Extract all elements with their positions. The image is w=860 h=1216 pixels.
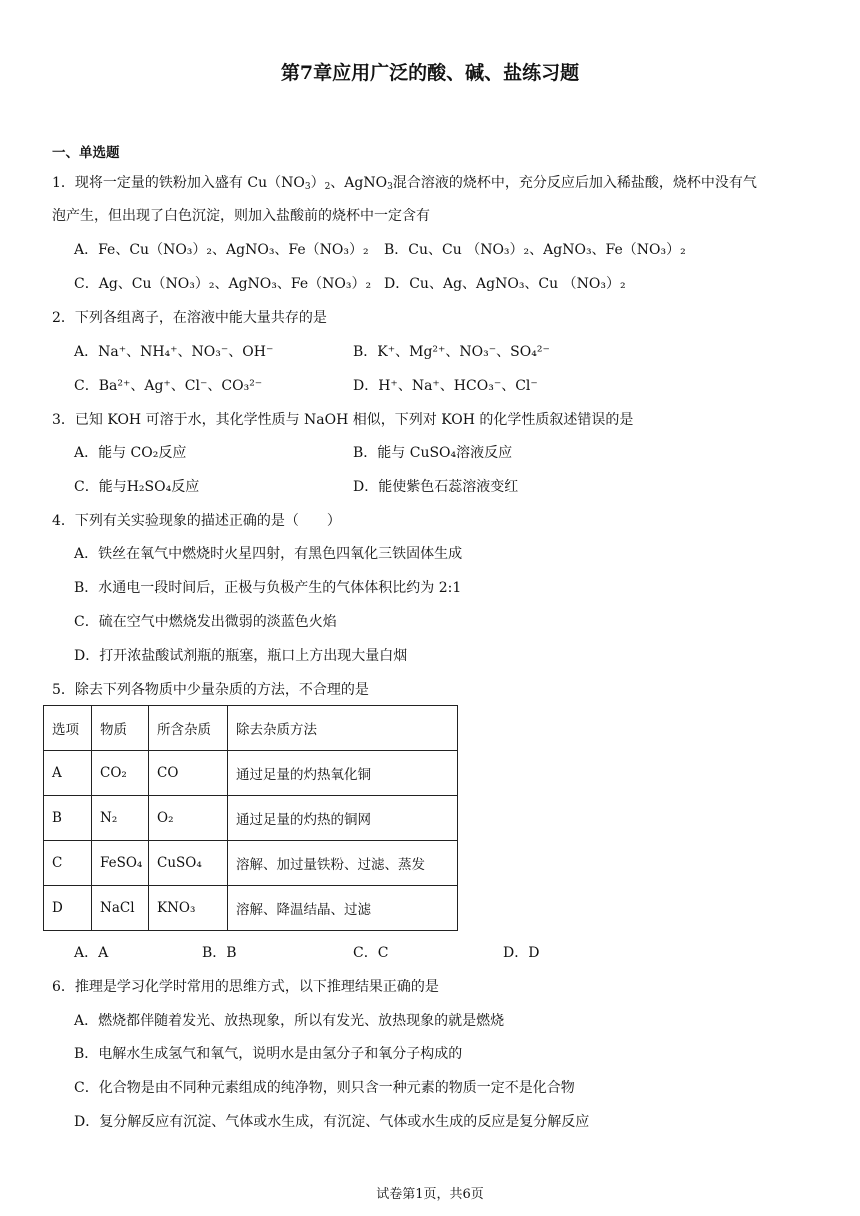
question-5-option-d[interactable]: D．D: [503, 945, 540, 961]
table-cell: 通过足量的灼热氧化铜: [228, 751, 458, 796]
question-1-stem-line1: 1．现将一定量的铁粉加入盛有 $Cu(NO_3)_2$、AgNO$_3$混合溶液的烧杯中，充分反应后加入稀盐酸，烧杯中没有气: [52, 175, 757, 192]
table-row: [44, 751, 458, 796]
question-2-option-a[interactable]: A．Na⁺、NH₄⁺、NO₃⁻、OH⁻: [74, 344, 274, 360]
table-cell: O₂: [149, 796, 228, 841]
table-cell: CO₂: [92, 751, 149, 796]
question-1-option-a[interactable]: A．Fe、Cu（NO₃）₂、AgNO₃、Fe（NO₃）₂: [74, 242, 369, 258]
question-1-option-c[interactable]: C．Ag、Cu（NO₃）₂、AgNO₃、Fe（NO₃）₂: [74, 276, 372, 292]
table-cell: A: [44, 751, 92, 796]
table-header-cell: 物质: [92, 706, 149, 751]
question-2-option-c[interactable]: C．Ba²⁺、Ag⁺、Cl⁻、CO₃²⁻: [74, 378, 263, 394]
question-4-option-d[interactable]: D．打开浓盐酸试剂瓶的瓶塞，瓶口上方出现大量白烟: [74, 648, 408, 664]
table-row: [44, 796, 458, 841]
table-header-row: [44, 706, 458, 751]
question-3-option-c[interactable]: C．能与H₂SO₄反应: [74, 479, 200, 495]
question-5-option-a[interactable]: A．A: [74, 945, 109, 961]
question-3-option-b[interactable]: B．能与 CuSO₄溶液反应: [353, 445, 513, 461]
question-1-stem-line2: 泡产生，但出现了白色沉淀，则加入盐酸前的烧杯中一定含有: [52, 208, 430, 224]
table-cell: B: [44, 796, 92, 841]
question-4-option-c[interactable]: C．硫在空气中燃烧发出微弱的淡蓝色火焰: [74, 614, 337, 630]
table-row: [44, 841, 458, 886]
question-2-stem: 2．下列各组离子，在溶液中能大量共存的是: [52, 310, 327, 326]
question-6-option-c[interactable]: C．化合物是由不同种元素组成的纯净物，则只含一种元素的物质一定不是化合物: [74, 1080, 575, 1096]
table-cell: N₂: [92, 796, 149, 841]
table-cell: CO: [149, 751, 228, 796]
section-heading: 一、单选题: [52, 145, 120, 161]
table-cell: 溶解、加过量铁粉、过滤、蒸发: [228, 841, 458, 886]
table-row: [44, 886, 458, 931]
question-5-option-b[interactable]: B．B: [202, 945, 237, 961]
question-2-option-d[interactable]: D．H⁺、Na⁺、HCO₃⁻、Cl⁻: [353, 378, 538, 394]
question-6-stem: 6．推理是学习化学时常用的思维方式，以下推理结果正确的是: [52, 979, 439, 995]
table-cell: 溶解、降温结晶、过滤: [228, 886, 458, 931]
table-cell: C: [44, 841, 92, 886]
page-title: 第7章应用广泛的酸、碱、盐练习题: [280, 62, 580, 84]
question-6-option-b[interactable]: B．电解水生成氢气和氧气，说明水是由氢分子和氧分子构成的: [74, 1046, 463, 1062]
question-2-option-b[interactable]: B．K⁺、Mg²⁺、NO₃⁻、SO₄²⁻: [353, 344, 550, 360]
question-3-option-a[interactable]: A．能与 CO₂反应: [74, 445, 187, 461]
question-6-option-a[interactable]: A．燃烧都伴随着发光、放热现象，所以有发光、放热现象的就是燃烧: [74, 1013, 505, 1029]
table-header-cell: 除去杂质方法: [228, 706, 458, 751]
question-4-option-a[interactable]: A．铁丝在氧气中燃烧时火星四射，有黑色四氧化三铁固体生成: [74, 546, 463, 562]
question-6-option-d[interactable]: D．复分解反应有沉淀、气体或水生成，有沉淀、气体或水生成的反应是复分解反应: [74, 1114, 590, 1130]
table-cell: D: [44, 886, 92, 931]
table-header-cell: 所含杂质: [149, 706, 228, 751]
table-header-cell: 选项: [44, 706, 92, 751]
page-footer: 试卷第1页，共6页: [376, 1187, 484, 1202]
question-3-option-d[interactable]: D．能使紫色石蕊溶液变红: [353, 479, 519, 495]
question-5-option-c[interactable]: C．C: [353, 945, 389, 961]
question-3-stem: 3．已知 KOH 可溶于水，其化学性质与 NaOH 相似，下列对 KOH 的化学性质叙述错误的是: [52, 412, 634, 428]
question-4-option-b[interactable]: B．水通电一段时间后，正极与负极产生的气体体积比约为 2:1: [74, 580, 462, 596]
impurity-table: [43, 705, 458, 931]
table-cell: CuSO₄: [149, 841, 228, 886]
table-cell: 通过足量的灼热的铜网: [228, 796, 458, 841]
question-1-option-d[interactable]: D．Cu、Ag、AgNO₃、Cu （NO₃）₂: [384, 276, 626, 292]
question-5-stem: 5．除去下列各物质中少量杂质的方法，不合理的是: [52, 682, 369, 698]
table-cell: NaCl: [92, 886, 149, 931]
question-4-stem: 4．下列有关实验现象的描述正确的是（ ）: [52, 513, 341, 529]
table-cell: KNO₃: [149, 886, 228, 931]
table-cell: FeSO₄: [92, 841, 149, 886]
question-1-option-b[interactable]: B．Cu、Cu （NO₃）₂、AgNO₃、Fe（NO₃）₂: [384, 242, 686, 258]
